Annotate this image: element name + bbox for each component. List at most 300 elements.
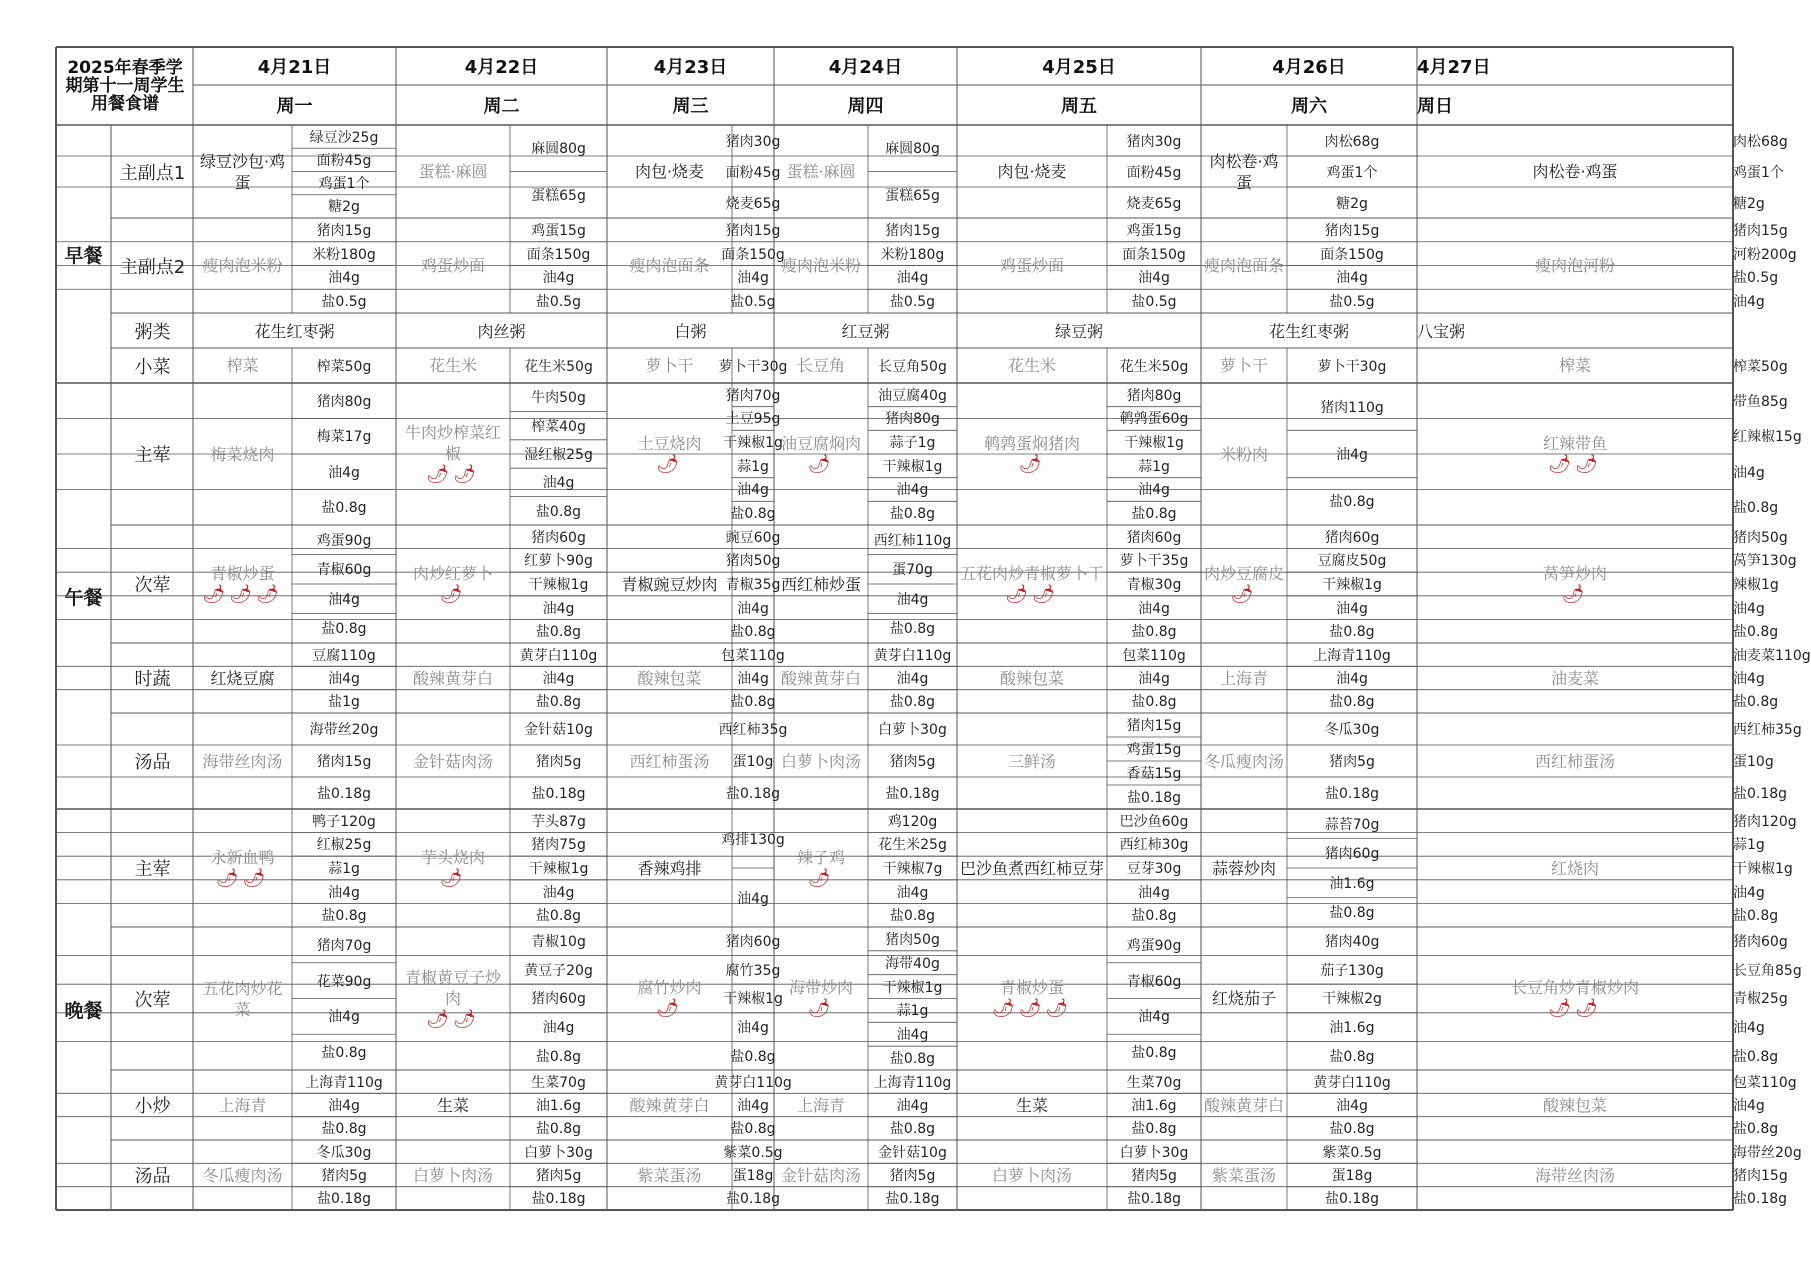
ingredient: 盐0.8g <box>1329 624 1375 641</box>
dish-cell <box>193 218 292 313</box>
dish-name: 油豆腐焖肉 <box>780 433 861 453</box>
dish-name: 腐竹炒肉 <box>637 978 702 997</box>
ingredient: 面条150g <box>721 246 785 263</box>
porridge-name: 花生红枣粥 <box>254 322 335 341</box>
ingredient: 海带丝20g <box>1733 1144 1802 1161</box>
ingredient: 盐0.8g <box>889 506 936 523</box>
dish-name: 酸辣黄芽白 <box>629 1095 710 1115</box>
ingredient: 盐0.8g <box>321 621 367 638</box>
ingredient: 鸡蛋1个 <box>1326 164 1378 181</box>
ingredient: 油4g <box>1336 670 1368 687</box>
ingredient: 猪肉50g <box>725 553 781 570</box>
chili-icon: 🌶 <box>656 453 683 475</box>
chili-icon: 🌶 <box>439 583 467 605</box>
ingredient: 油4g <box>737 1020 769 1037</box>
category-label: 汤品 <box>134 752 171 773</box>
ingredient: 油4g <box>1138 600 1170 617</box>
ingredient: 西红柿35g <box>1733 722 1802 738</box>
ingredient: 油4g <box>737 482 769 499</box>
chili-icon: 🌶 <box>1561 583 1589 605</box>
ingredient: 盐0.8g <box>1733 1121 1779 1138</box>
dish-name: 肉松卷·鸡蛋 <box>1209 151 1279 192</box>
ingredient: 盐0.8g <box>1733 624 1779 641</box>
dish-cell <box>607 383 732 525</box>
ingredient: 猪肉15g <box>1733 1167 1788 1184</box>
menu-table <box>56 47 1811 1217</box>
ingredient: 面条150g <box>1122 246 1186 263</box>
ingredient: 蛋18g <box>732 1167 774 1184</box>
ingredient: 蒜1g <box>1733 837 1765 854</box>
ingredient: 油4g <box>1733 294 1765 311</box>
dish-name: 上海青 <box>1219 668 1268 688</box>
dish-name: 西红柿炒蛋 <box>780 574 861 594</box>
dish-name: 红辣带鱼 <box>1542 433 1607 453</box>
dish-name: 酸辣包菜 <box>1542 1095 1607 1115</box>
dish-name: 青椒炒蛋 <box>999 978 1064 997</box>
dish-cell <box>607 125 732 218</box>
ingredient: 红椒25g <box>316 837 372 854</box>
ingredient: 盐0.8g <box>1329 694 1375 711</box>
ingredient: 油4g <box>1336 600 1368 617</box>
dish-cell <box>1201 525 1287 643</box>
ingredient: 盐0.8g <box>321 908 367 925</box>
ingredient: 油4g <box>1733 600 1765 617</box>
ingredient: 上海青110g <box>873 1074 952 1091</box>
dish-name: 绿豆沙包·鸡蛋 <box>199 151 286 192</box>
dish-cell <box>193 809 292 927</box>
dish-name: 酸辣黄芽白 <box>780 668 861 688</box>
ingredient: 盐0.8g <box>1733 500 1779 517</box>
ingredient: 鸡蛋15g <box>1126 742 1182 758</box>
ingredient: 盐0.5g <box>535 294 582 311</box>
meal-label: 早餐 <box>64 244 103 267</box>
dish-cell <box>607 218 732 313</box>
chili-icon: 🌶🌶 <box>426 464 480 485</box>
ingredient: 白萝卜30g <box>524 1144 593 1161</box>
ingredient: 巴沙鱼60g <box>1119 813 1189 830</box>
dish-cell <box>1201 643 1287 713</box>
ingredient: 干辣椒7g <box>882 860 943 877</box>
dish-name: 冬瓜瘦肉汤 <box>202 1165 283 1185</box>
ingredient: 盐0.8g <box>1329 494 1375 511</box>
ingredient: 盐0.18g <box>531 786 586 802</box>
ingredient: 上海青110g <box>305 1074 383 1091</box>
ingredient: 油4g <box>328 670 360 687</box>
dish-name: 瘦肉泡面条 <box>629 256 710 275</box>
ingredient: 猪肉110g <box>1320 399 1384 416</box>
day-weekday: 周三 <box>672 96 709 117</box>
porridge-name: 红豆粥 <box>841 322 890 341</box>
ingredient: 盐0.8g <box>730 506 776 523</box>
ingredient: 盐0.8g <box>535 624 582 641</box>
day-date: 4月26日 <box>1272 57 1346 78</box>
porridge-name: 肉丝粥 <box>477 322 526 341</box>
ingredient: 油4g <box>896 482 929 499</box>
dish-cell <box>193 643 292 713</box>
dish-name: 梅菜烧肉 <box>210 444 275 464</box>
ingredient: 花生米25g <box>878 837 947 854</box>
ingredient: 油4g <box>1138 670 1170 687</box>
ingredient: 盐0.8g <box>1131 506 1177 523</box>
category-label: 主副点2 <box>119 256 186 278</box>
porridge-name: 八宝粥 <box>1417 322 1466 341</box>
ingredient: 油4g <box>737 600 769 617</box>
ingredient: 油4g <box>328 1097 360 1114</box>
ingredient: 米粉180g <box>312 246 376 263</box>
ingredient: 豆腐皮50g <box>1317 553 1387 570</box>
day-date: 4月22日 <box>464 57 539 78</box>
day-date: 4月27日 <box>1417 57 1491 78</box>
ingredient: 白萝卜30g <box>1119 1144 1189 1161</box>
ingredient: 盐0.18g <box>885 1191 940 1208</box>
dish-name: 瘦肉泡米粉 <box>202 256 283 275</box>
dish-cell <box>396 348 510 383</box>
ingredient: 干辣椒1g <box>528 860 589 877</box>
dish-name: 萝卜干 <box>1219 356 1268 375</box>
ingredient: 猪肉60g <box>1126 529 1182 546</box>
ingredient: 生菜70g <box>531 1074 586 1091</box>
ingredient: 干辣椒1g <box>1124 435 1184 452</box>
ingredient: 盐0.8g <box>1329 1121 1375 1138</box>
dish-cell <box>1201 218 1287 313</box>
dish-name: 红烧茄子 <box>1211 989 1276 1008</box>
ingredient: 油1.6g <box>535 1097 582 1114</box>
ingredient: 猪肉5g <box>535 754 582 770</box>
ingredient: 盐0.8g <box>730 624 776 641</box>
dish-cell <box>774 1070 868 1140</box>
dish-name: 肉包·烧麦 <box>997 162 1067 181</box>
ingredient: 猪肉5g <box>1131 1167 1177 1184</box>
ingredient: 油4g <box>737 890 769 907</box>
dish-name: 海带丝肉汤 <box>202 751 283 771</box>
ingredient: 盐0.8g <box>730 1121 776 1138</box>
ingredient: 油1.6g <box>1329 1020 1375 1037</box>
ingredient: 油4g <box>542 670 575 687</box>
dish-cell <box>1417 383 1733 525</box>
dish-name: 五花肉炒青椒萝卜干 <box>960 563 1105 583</box>
ingredient: 绿豆沙25g <box>309 129 379 146</box>
ingredient: 油1.6g <box>1131 1097 1177 1114</box>
ingredient: 青椒10g <box>531 934 586 951</box>
dish-cell <box>774 383 868 525</box>
ingredient: 盐0.18g <box>725 1191 781 1208</box>
ingredient: 猪肉40g <box>1324 934 1380 951</box>
dish-name: 海带丝肉汤 <box>1534 1165 1615 1185</box>
porridge-name: 绿豆粥 <box>1054 322 1103 341</box>
ingredient: 油4g <box>737 670 769 687</box>
dish-name: 生菜 <box>436 1095 469 1115</box>
day-weekday: 周四 <box>847 96 884 117</box>
chili-icon: 🌶 <box>807 867 835 889</box>
dish-cell <box>396 713 510 809</box>
day-date: 4月24日 <box>828 57 903 78</box>
ingredient: 盐0.8g <box>535 1048 582 1065</box>
ingredient: 包菜110g <box>1733 1074 1797 1091</box>
ingredient: 油豆腐40g <box>878 387 947 404</box>
dish-name: 紫菜蛋汤 <box>637 1165 702 1185</box>
category-label: 小炒 <box>134 1096 171 1117</box>
ingredient: 蒜1g <box>328 860 360 877</box>
ingredient: 猪肉70g <box>316 937 372 954</box>
chili-icon: 🌶🌶🌶 <box>991 998 1073 1019</box>
ingredient: 上海青110g <box>1313 647 1391 664</box>
dish-cell <box>774 525 868 643</box>
day-date: 4月23日 <box>653 57 728 78</box>
ingredient: 花生米50g <box>524 358 593 375</box>
dish-name: 长豆角 <box>796 356 845 375</box>
ingredient: 猪肉75g <box>531 837 586 854</box>
dish-cell <box>957 1070 1107 1140</box>
dish-name: 三鲜汤 <box>1007 751 1056 771</box>
ingredient: 盐0.8g <box>321 1121 367 1138</box>
dish-cell <box>607 927 732 1070</box>
ingredient: 盐0.8g <box>535 694 582 711</box>
dish-cell <box>957 643 1107 713</box>
ingredient: 面粉45g <box>1126 164 1182 181</box>
ingredient: 盐0.5g <box>1131 294 1177 311</box>
dish-cell <box>396 1140 510 1210</box>
ingredient: 猪肉80g <box>1126 387 1182 404</box>
dish-cell <box>1201 383 1287 525</box>
ingredient: 蒜子1g <box>889 435 936 452</box>
ingredient: 蒜1g <box>1138 458 1170 475</box>
dish-name: 紫菜蛋汤 <box>1211 1165 1276 1185</box>
ingredient: 盐0.8g <box>1329 905 1375 922</box>
ingredient: 白萝卜30g <box>878 722 947 738</box>
ingredient: 盐0.18g <box>1126 1191 1182 1208</box>
ingredient: 面粉45g <box>316 152 372 169</box>
dish-cell <box>607 348 732 383</box>
dish-cell <box>1417 809 1733 927</box>
ingredient: 蒜1g <box>737 458 769 475</box>
dish-cell <box>607 1140 732 1210</box>
ingredient: 猪肉15g <box>1733 222 1788 239</box>
ingredient: 盐0.18g <box>1733 786 1788 802</box>
ingredient: 猪肉5g <box>1329 754 1375 770</box>
dish-cell <box>396 927 510 1070</box>
ingredient: 冬瓜30g <box>1324 722 1380 738</box>
ingredient: 萝卜干35g <box>1119 553 1189 570</box>
ingredient: 猪肉15g <box>1126 718 1182 734</box>
dish-cell <box>957 348 1107 383</box>
ingredient: 油4g <box>328 1009 360 1026</box>
dish-name: 金针菇肉汤 <box>412 751 493 771</box>
ingredient: 花菜90g <box>316 973 372 990</box>
ingredient: 猪肉15g <box>725 222 781 239</box>
dish-cell <box>1201 125 1287 218</box>
ingredient: 蛋70g <box>892 562 933 579</box>
chili-icon: 🌶🌶 <box>215 867 270 889</box>
dish-name: 白萝卜肉汤 <box>412 1165 493 1185</box>
ingredient: 腐竹35g <box>725 962 781 979</box>
dish-cell <box>193 1140 292 1210</box>
ingredient: 盐0.8g <box>1131 624 1177 641</box>
ingredient: 干辣椒1g <box>1322 576 1382 593</box>
ingredient: 干辣椒2g <box>1322 991 1382 1008</box>
dish-cell <box>193 525 292 643</box>
chili-icon: 🌶 <box>656 998 683 1019</box>
ingredient: 西红柿35g <box>718 722 788 738</box>
chili-icon: 🌶🌶 <box>1548 453 1602 475</box>
dish-name: 莴笋炒肉 <box>1542 563 1607 583</box>
ingredient: 黄芽白110g <box>714 1074 792 1091</box>
ingredient: 猪肉60g <box>1324 529 1380 546</box>
ingredient: 生菜70g <box>1126 1074 1182 1091</box>
ingredient: 榨菜40g <box>531 418 586 435</box>
ingredient: 油4g <box>1733 1097 1765 1114</box>
ingredient: 黄豆子20g <box>524 962 593 979</box>
dish-name: 酸辣黄芽白 <box>1204 1095 1285 1115</box>
dish-name: 白萝卜肉汤 <box>780 751 861 771</box>
ingredient: 猪肉15g <box>316 754 372 770</box>
ingredient: 油4g <box>1336 1097 1368 1114</box>
ingredient: 猪肉50g <box>1733 529 1788 546</box>
chili-icon: 🌶 <box>807 453 835 475</box>
dish-cell <box>396 383 510 525</box>
porridge-name: 白粥 <box>674 322 707 341</box>
dish-name: 米粉肉 <box>1219 444 1268 464</box>
ingredient: 盐0.5g <box>1329 294 1375 311</box>
dish-cell <box>1417 643 1733 713</box>
ingredient: 猪肉120g <box>1733 813 1797 830</box>
ingredient: 油4g <box>328 270 360 287</box>
chili-icon: 🌶 <box>1230 583 1258 605</box>
ingredient: 盐0.8g <box>1131 908 1177 925</box>
ingredient: 烧麦65g <box>1126 195 1182 212</box>
dish-cell <box>1417 1140 1733 1210</box>
ingredient: 油4g <box>1733 884 1765 901</box>
ingredient: 油4g <box>896 670 929 687</box>
day-weekday: 周六 <box>1291 96 1327 117</box>
ingredient: 猪肉60g <box>1733 934 1788 951</box>
ingredient: 蛋糕65g <box>531 187 586 204</box>
dish-name: 海带炒肉 <box>788 978 853 997</box>
ingredient: 青椒25g <box>1733 991 1788 1008</box>
ingredient: 盐0.8g <box>889 1121 936 1138</box>
category-label: 次荤 <box>134 989 171 1011</box>
ingredient: 盐0.8g <box>321 1045 367 1062</box>
ingredient: 油4g <box>896 270 929 287</box>
dish-name: 青椒黄豆子炒肉 <box>404 967 501 1008</box>
ingredient: 长豆角85g <box>1733 962 1802 979</box>
dish-name: 长豆角炒青椒炒肉 <box>1510 978 1639 997</box>
ingredient: 湿红椒25g <box>524 446 593 463</box>
ingredient: 长豆角50g <box>878 358 947 375</box>
chili-icon: 🌶🌶 <box>1005 583 1059 605</box>
dish-cell <box>774 1140 868 1210</box>
ingredient: 莴笋130g <box>1733 553 1797 570</box>
dish-name: 生菜 <box>1015 1095 1048 1115</box>
dish-cell <box>1201 927 1287 1070</box>
chili-icon: 🌶🌶🌶 <box>202 583 283 605</box>
ingredient: 黄芽白110g <box>873 647 952 664</box>
ingredient: 盐1g <box>328 694 360 711</box>
ingredient: 鸡120g <box>887 813 938 830</box>
category-label: 主荤 <box>134 859 171 880</box>
ingredient: 猪肉15g <box>1324 222 1380 239</box>
chili-icon: 🌶 <box>1018 453 1046 475</box>
dish-cell <box>774 713 868 809</box>
ingredient: 盐0.5g <box>730 294 776 311</box>
dish-cell <box>1417 525 1733 643</box>
dish-name: 肉炒红萝卜 <box>412 563 493 583</box>
ingredient: 干辣椒1g <box>1733 860 1793 877</box>
ingredient: 黄芽白110g <box>1313 1074 1391 1091</box>
dish-name: 芋头烧肉 <box>420 847 485 867</box>
dish-cell <box>193 383 292 525</box>
dish-name: 冬瓜瘦肉汤 <box>1204 751 1285 771</box>
dish-cell <box>774 125 868 218</box>
day-date: 4月25日 <box>1042 57 1116 78</box>
ingredient: 盐0.8g <box>535 503 582 520</box>
ingredient: 油4g <box>1336 270 1368 287</box>
dish-name: 永新血鸭 <box>210 847 275 867</box>
dish-name: 上海青 <box>218 1095 267 1115</box>
dish-name: 蒜蓉炒肉 <box>1211 858 1276 878</box>
chili-icon: 🌶🌶 <box>426 1008 480 1030</box>
ingredient: 盐0.8g <box>730 694 776 711</box>
ingredient: 河粉200g <box>1733 246 1797 263</box>
ingredient: 西红柿110g <box>873 532 952 549</box>
ingredient: 猪肉60g <box>531 529 586 546</box>
dish-cell <box>1417 125 1733 218</box>
porridge-name: 花生红枣粥 <box>1268 322 1349 341</box>
ingredient: 花生米50g <box>1119 358 1189 375</box>
dish-name: 巴沙鱼煮西红柿豆芽 <box>960 858 1105 878</box>
day-weekday: 周一 <box>276 96 313 117</box>
dish-cell <box>193 1070 292 1140</box>
ingredient: 鸡蛋15g <box>1126 222 1182 239</box>
day-weekday: 周日 <box>1417 96 1453 117</box>
dish-name: 花生米 <box>1007 356 1056 375</box>
ingredient: 鸡蛋15g <box>531 222 586 239</box>
dish-cell <box>396 1070 510 1140</box>
dish-name: 榨菜 <box>226 356 259 375</box>
dish-name: 瘦肉泡河粉 <box>1534 256 1615 275</box>
category-label: 时蔬 <box>134 669 171 690</box>
ingredient: 猪肉80g <box>316 393 372 410</box>
ingredient: 猪肉30g <box>725 133 781 150</box>
dish-cell <box>957 809 1107 927</box>
dish-name: 土豆烧肉 <box>637 433 702 453</box>
dish-cell <box>957 218 1107 313</box>
ingredient: 蒜1g <box>896 1003 929 1020</box>
ingredient: 黄芽白110g <box>519 647 598 664</box>
dish-cell <box>957 927 1107 1070</box>
ingredient: 麻圆80g <box>885 141 940 158</box>
dish-cell <box>1201 713 1287 809</box>
ingredient: 油4g <box>737 270 769 287</box>
ingredient: 榨菜50g <box>1733 358 1788 375</box>
dish-name: 酸辣黄芽白 <box>412 668 493 688</box>
ingredient: 盐0.8g <box>1733 1048 1779 1065</box>
ingredient: 盐0.8g <box>1131 1121 1177 1138</box>
ingredient: 油4g <box>1733 464 1765 481</box>
dish-name: 肉炒豆腐皮 <box>1204 563 1285 583</box>
ingredient: 冬瓜30g <box>316 1144 372 1161</box>
chili-icon: 🌶 <box>807 998 835 1019</box>
ingredient: 糖2g <box>328 199 360 216</box>
ingredient: 干辣椒1g <box>528 576 589 593</box>
ingredient: 油4g <box>328 884 360 901</box>
ingredient: 油1.6g <box>1329 875 1375 892</box>
ingredient: 油4g <box>542 884 575 901</box>
ingredient: 油4g <box>1733 1020 1765 1037</box>
ingredient: 干辣椒1g <box>882 458 943 475</box>
ingredient: 包菜110g <box>1122 647 1186 664</box>
dish-cell <box>957 525 1107 643</box>
ingredient: 油4g <box>1138 884 1170 901</box>
